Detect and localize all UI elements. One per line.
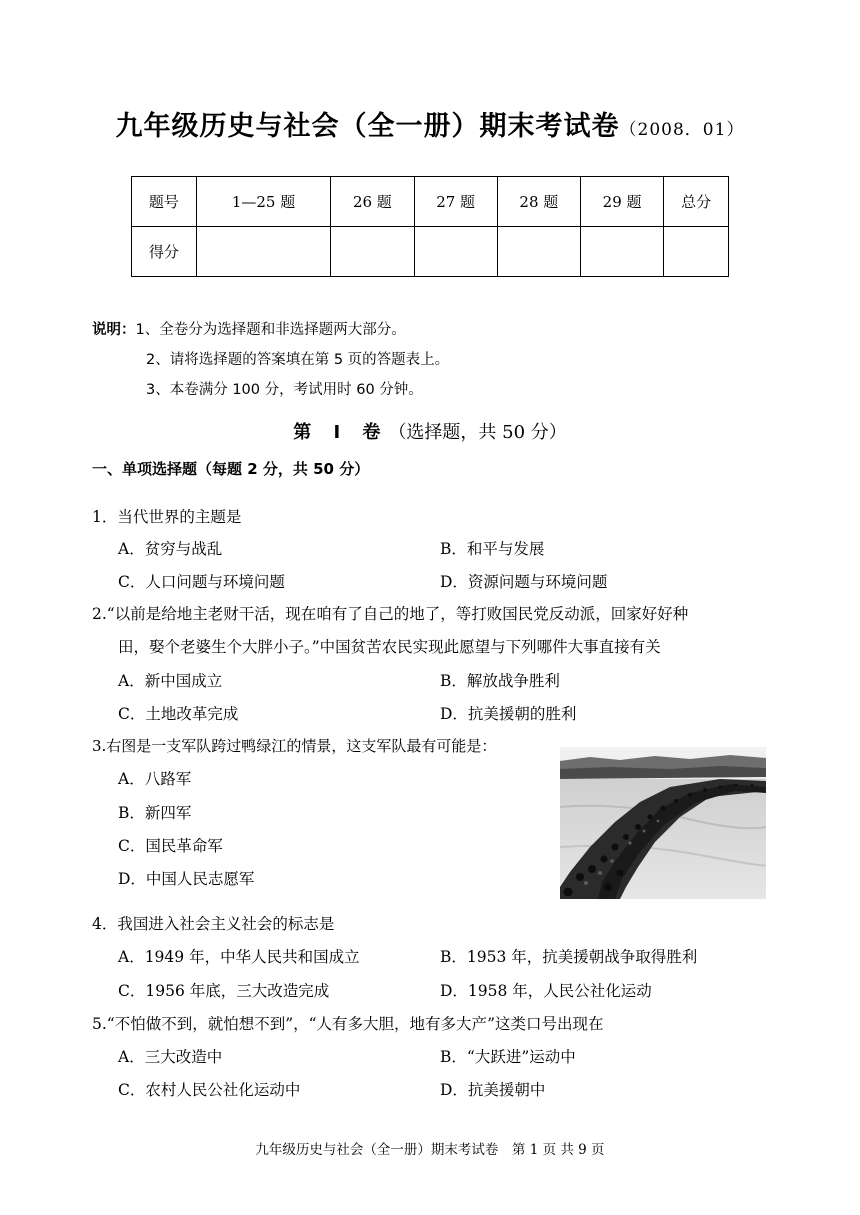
question-option: A．八路军 <box>118 770 192 788</box>
score-table-header-cell: 29 题 <box>580 177 663 227</box>
question-option: B．“大跃进”运动中 <box>440 1048 576 1066</box>
question-option: B．新四军 <box>118 804 192 822</box>
question-option: C．人口问题与环境问题 <box>118 573 285 591</box>
question-option: B．1953 年，抗美援朝战争取得胜利 <box>440 948 698 966</box>
question-option: A．贫穷与战乱 <box>118 540 223 558</box>
question-option: C．1956 年底，三大改造完成 <box>118 982 330 1000</box>
question-option: A．1949 年，中华人民共和国成立 <box>118 948 360 966</box>
question-option: B．解放战争胜利 <box>440 672 560 690</box>
question-stem: 5.“不怕做不到，就怕想不到”，“人有多大胆，地有多大产”这类口号出现在 <box>92 1015 604 1033</box>
question-stem: 2.“以前是给地主老财干活，现在咱有了自己的地了，等打败国民党反动派，回家好好种 <box>92 605 689 623</box>
score-table-header-row <box>132 177 729 227</box>
part-heading-label: 第 Ⅰ 卷 <box>293 422 389 443</box>
score-cell[interactable] <box>414 227 497 277</box>
score-cell[interactable] <box>331 227 414 277</box>
score-table-header-cell: 28 题 <box>497 177 580 227</box>
question-stem: 1．当代世界的主题是 <box>92 508 242 526</box>
score-label-cell: 得分 <box>132 227 197 277</box>
score-table-header-cell: 总分 <box>664 177 729 227</box>
question-option: C．土地改革完成 <box>118 705 239 723</box>
question-option: C．国民革命军 <box>118 837 223 855</box>
part-heading-desc: （选择题，共 50 分） <box>388 422 567 443</box>
question-option: C．农村人民公社化运动中 <box>118 1081 301 1099</box>
question-option: B．和平与发展 <box>440 540 545 558</box>
question-option: D．抗美援朝中 <box>440 1081 546 1099</box>
score-table-score-row <box>132 227 729 277</box>
note-item: 3、本卷满分 100 分，考试用时 60 分钟。 <box>146 382 423 398</box>
score-table <box>131 176 729 277</box>
question-stem: 3.右图是一支军队跨过鸭绿江的情景，这支军队最有可能是： <box>92 737 497 755</box>
question-stem: 4．我国进入社会主义社会的标志是 <box>92 915 335 933</box>
page-footer: 九年级历史与社会（全一册）期末考试卷 第 1 页 共 9 页 <box>255 1142 605 1158</box>
exam-title-text: 九年级历史与社会（全一册）期末考试卷 <box>115 111 620 142</box>
exam-title <box>0 104 860 143</box>
question-option: D．中国人民志愿军 <box>118 870 255 888</box>
score-cell[interactable] <box>497 227 580 277</box>
question-option: A．新中国成立 <box>118 672 223 690</box>
question-option: D．抗美援朝的胜利 <box>440 705 577 723</box>
score-cell[interactable] <box>580 227 663 277</box>
note-item: 1、全卷分为选择题和非选择题两大部分。 <box>135 322 406 338</box>
part-heading <box>0 418 860 444</box>
exam-date: （2008．01） <box>619 120 745 140</box>
note-line-1 <box>92 318 406 339</box>
score-table-header-cell: 26 题 <box>331 177 414 227</box>
score-table-header-cell: 27 题 <box>414 177 497 227</box>
score-cell[interactable] <box>664 227 729 277</box>
note-label: 说明： <box>92 322 136 338</box>
question-option: A．三大改造中 <box>118 1048 223 1066</box>
yalu-river-crossing-photo <box>560 747 766 899</box>
question-stem-continued: 田，娶个老婆生个大胖小子。”中国贫苦农民实现此愿望与下列哪件大事直接有关 <box>118 638 661 656</box>
score-table-header-cell: 题号 <box>132 177 197 227</box>
score-cell[interactable] <box>196 227 331 277</box>
note-item: 2、请将选择题的答案填在第 5 页的答题表上。 <box>146 352 450 368</box>
score-table-header-cell: 1—25 题 <box>196 177 331 227</box>
section-heading: 一、单项选择题（每题 2 分，共 50 分） <box>92 460 370 478</box>
question-option: D．1958 年，人民公社化运动 <box>440 982 652 1000</box>
question-option: D．资源问题与环境问题 <box>440 573 608 591</box>
